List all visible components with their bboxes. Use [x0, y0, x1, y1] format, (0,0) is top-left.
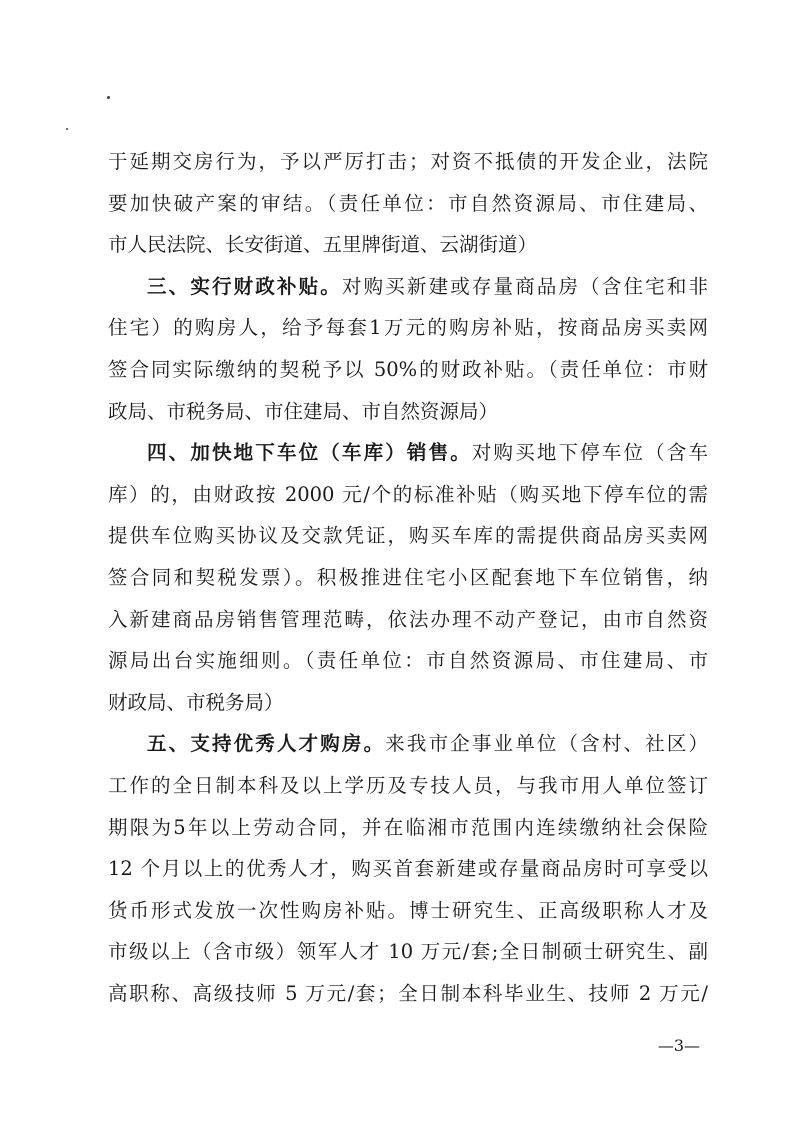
section-heading: 四、加快地下车位（车库）销售。: [147, 441, 472, 465]
text-line: 库）的，由财政按 2000 元/个的标准补贴（购买地下停车位的需: [108, 482, 708, 506]
text-line: 财政局、市税务局）: [108, 690, 284, 714]
text-line: 市级以上（含市级）领军人才 10 万元/套;全日制硕士研究生、副: [108, 940, 708, 964]
text-line: 政局、市税务局、市住建局、市自然资源局）: [108, 399, 499, 423]
text-line: 来我市企事业单位（含村、社区）: [385, 732, 708, 756]
page-number: —3—: [657, 1036, 700, 1055]
scan-speck: [107, 96, 110, 99]
text-line: 要加快破产案的审结。（责任单位：市自然资源局、市住建局、: [108, 191, 708, 215]
paragraph-first-line: [108, 723, 708, 765]
text-line: 提供车位购买协议及交款凭证，购买车库的需提供商品房买卖网: [108, 524, 708, 548]
text-line: 货币形式发放一次性购房补贴。博士研究生、正高级职称人才及: [108, 898, 708, 922]
text-line: 12 个月以上的优秀人才，购买首套新建或存量商品房时可享受以: [108, 857, 708, 881]
paragraph-first-line: [108, 266, 708, 308]
document-body: [108, 141, 708, 1014]
text-line: 于延期交房行为，予以严厉打击；对资不抵债的开发企业，法院: [108, 150, 708, 173]
section-heading: 三、实行财政补贴。: [147, 274, 342, 298]
text-line: 对购买地下停车位（含车: [471, 441, 708, 465]
paragraph-first-line: [108, 432, 708, 474]
section-heading: 五、支持优秀人才购房。: [147, 732, 386, 756]
text-line: 市人民法院、长安街道、五里牌街道、云湖街道）: [108, 233, 538, 257]
text-line: 源局出台实施细则。（责任单位：市自然资源局、市住建局、市: [108, 649, 708, 673]
scan-speck: [66, 128, 68, 130]
text-line: 入新建商品房销售管理范畴，依法办理不动产登记，由市自然资: [108, 607, 708, 631]
text-line: 期限为5年以上劳动合同，并在临湘市范围内连续缴纳社会保险: [108, 815, 708, 839]
text-line: 签合同和契税发票）。积极推进住宅小区配套地下车位销售，纳: [108, 565, 708, 589]
text-line: 对购买新建或存量商品房（含住宅和非: [341, 274, 708, 298]
text-line: 签合同实际缴纳的契税予以 50%的财政补贴。（责任单位：市财: [108, 357, 708, 381]
text-line: 住宅）的购房人，给予每套1万元的购房补贴，按商品房买卖网: [108, 316, 708, 340]
text-line: 高职称、高级技师 5 万元/套；全日制本科毕业生、技师 2 万元/: [108, 981, 708, 1005]
text-line: 工作的全日制本科及以上学历及专技人员，与我市用人单位签订: [108, 773, 708, 797]
